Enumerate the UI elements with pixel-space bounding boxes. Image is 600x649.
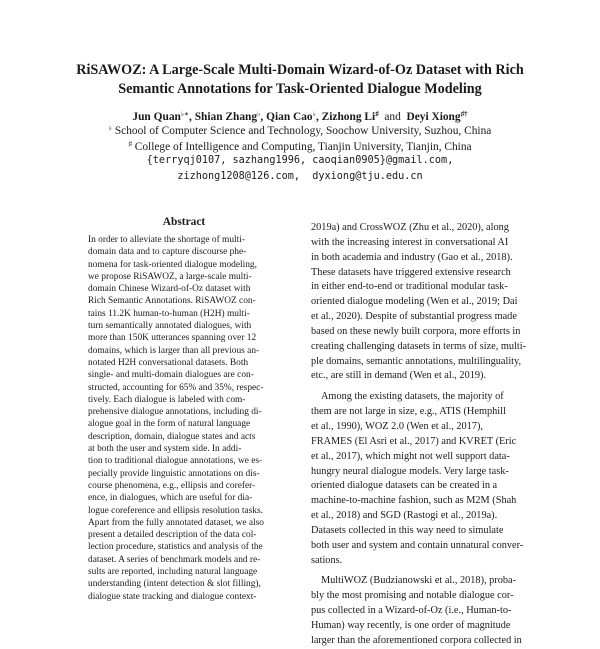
abstract-line: sults are reported, including natural language bbox=[88, 567, 258, 578]
abstract-line: dataset. A series of benchmark models and re- bbox=[88, 554, 261, 565]
abstract-line: description, domain, dialogue states and acts bbox=[88, 431, 256, 442]
abstract-line: single- and multi-domain dialogues are con- bbox=[88, 370, 254, 381]
abstract-line: notated H2H conversational datasets. Both bbox=[88, 357, 249, 368]
paper-title bbox=[40, 61, 560, 99]
abstract-line: present a detailed description of the data col- bbox=[88, 530, 257, 541]
abstract-line: understanding (intent detection & slot filling), bbox=[88, 579, 261, 590]
abstract-line: course phenomena, e.g., ellipsis and corefer- bbox=[88, 480, 256, 491]
author-separator: and bbox=[378, 111, 407, 123]
body-line: machine-to-machine fashion, such as M2M (Shah bbox=[311, 495, 517, 507]
abstract-line: logue coreference and ellipsis resolution tasks. bbox=[88, 505, 263, 516]
abstract-line: domain data and to capture discourse phe- bbox=[88, 247, 247, 258]
author-separator: , bbox=[315, 111, 322, 123]
author-name: Shian Zhang bbox=[194, 111, 258, 123]
email-line: zizhong1208@126.com, dyxiong@tju.edu.cn bbox=[177, 171, 423, 182]
abstract-heading: Abstract bbox=[162, 216, 206, 228]
author-mark: ♭ bbox=[312, 110, 316, 118]
body-line: oriented dialogue modeling (Wen et al., 2019; Dai bbox=[311, 296, 518, 308]
abstract-line: nomena for task-oriented dialogue modeling, bbox=[88, 259, 257, 270]
abstract-line: alogue goal in the form of natural language bbox=[88, 419, 251, 430]
body-line: et al., 2020). Despite of substantial progress made bbox=[311, 311, 517, 323]
author-name: Jun Quan bbox=[132, 111, 181, 123]
author-mark: ♭ bbox=[257, 110, 261, 118]
body-line: et al., 2018) and SGD (Rastogi et al., 2019a). bbox=[311, 510, 498, 522]
body-line: 2019a) and CrossWOZ (Zhu et al., 2020), along bbox=[311, 222, 509, 233]
body-line: FRAMES (El Asri et al., 2017) and KVRET (Eric bbox=[311, 435, 517, 447]
body-line: Human) way recently, is one order of magnitude bbox=[311, 619, 511, 631]
abstract-line: tains 11.2K human-to-human (H2H) multi- bbox=[88, 308, 250, 319]
email-line: {terryqj0107, sazhang1996, caoqian0905}@gmail.com, bbox=[146, 155, 454, 166]
author-separator: , bbox=[189, 111, 195, 123]
body-line: creating challenging datasets in terms of size, multi- bbox=[311, 340, 527, 352]
abstract-body bbox=[88, 234, 280, 603]
affiliation bbox=[40, 124, 560, 139]
abstract-line: at both the user and system side. In addi- bbox=[88, 444, 242, 455]
author-mark: ♯† bbox=[460, 110, 468, 118]
abstract-line: domain Chinese Wizard-of-Oz dataset with bbox=[88, 284, 251, 295]
author-name: Qian Cao bbox=[266, 111, 313, 123]
body-column bbox=[311, 221, 529, 649]
affiliation-mark: ♯ bbox=[128, 140, 132, 148]
body-paragraph bbox=[311, 221, 529, 384]
body-line: pus collected in a Wizard-of-Oz (i.e., Human-to- bbox=[311, 605, 512, 617]
body-line: hungry neural dialogue models. Very large task- bbox=[311, 465, 509, 477]
body-line: bly the most promising and notable dialogue cor- bbox=[311, 590, 514, 602]
abstract-line: more than 150K utterances spanning over 12 bbox=[88, 333, 257, 344]
affiliation-text: School of Computer Science and Technology, Soochow University, Suzhou, China bbox=[114, 125, 492, 137]
abstract-line: prehensive dialogue annotations, including di- bbox=[88, 407, 262, 418]
abstract-line: Rich Semantic Annotations. RiSAWOZ con- bbox=[88, 296, 256, 307]
author-list bbox=[40, 109, 560, 125]
body-paragraph bbox=[311, 574, 529, 648]
author-mark: ♭∗ bbox=[180, 110, 189, 118]
body-line: sations. bbox=[311, 554, 343, 566]
abstract-line: ence, in dialogues, which are useful for dia- bbox=[88, 493, 253, 504]
abstract-line: Apart from the fully annotated dataset, we also bbox=[88, 517, 264, 528]
body-line: both user and system and contain unnatural conver- bbox=[311, 539, 524, 551]
author-mark: ♯ bbox=[375, 110, 379, 118]
abstract-line: tively. Each dialogue is labeled with com- bbox=[88, 394, 246, 405]
body-paragraph bbox=[311, 390, 529, 568]
abstract-line: structed, accounting for 65% and 35%, respec- bbox=[88, 382, 264, 393]
abstract-line: pecially provide linguistic annotations on dis- bbox=[88, 468, 260, 479]
abstract-line: tion to traditional dialogue annotations, we es- bbox=[88, 456, 263, 467]
body-line: Datasets collected in this way need to simulate bbox=[311, 524, 504, 536]
body-line: them are not large in size, e.g., ATIS (Hemphill bbox=[311, 406, 506, 418]
body-line: with the increasing interest in conversational AI bbox=[311, 236, 509, 248]
body-line: larger than the aforementioned corpora collected in bbox=[311, 634, 522, 646]
author-name: Zizhong Li bbox=[321, 111, 376, 123]
abstract-line: dialogue state tracking and dialogue context- bbox=[88, 591, 257, 602]
author-name: Deyi Xiong bbox=[406, 111, 461, 123]
abstract-line: In order to alleviate the shortage of multi- bbox=[88, 235, 245, 245]
body-line: etc., are still in demand (Wen et al., 2019). bbox=[311, 370, 487, 382]
abstract-line: turn semantically annotated dialogues, with bbox=[88, 321, 252, 332]
author-separator: , bbox=[260, 111, 267, 123]
body-line: et al., 2017), which might not well support data- bbox=[311, 450, 510, 462]
body-line: in both academia and industry (Gao et al., 2018). bbox=[311, 251, 513, 263]
body-line: ple domains, semantic annotations, multilinguality, bbox=[311, 355, 522, 367]
body-line: Among the existing datasets, the majority of bbox=[321, 391, 504, 403]
abstract-line: we propose RiSAWOZ, a large-scale multi- bbox=[88, 271, 252, 282]
abstract-line: lection procedure, statistics and analysis of the bbox=[88, 542, 263, 553]
body-line: oriented dialogue datasets can be created in a bbox=[311, 480, 498, 492]
affiliation-text: College of Intelligence and Computing, Tianjin University, Tianjin, China bbox=[134, 141, 472, 153]
body-line: MultiWOZ (Budzianowski et al., 2018), proba- bbox=[321, 575, 517, 587]
abstract-line: domains, which is larger than all previous an- bbox=[88, 345, 260, 356]
body-line: et al., 1990), WOZ 2.0 (Wen et al., 2017), bbox=[311, 420, 483, 432]
body-line: These datasets have triggered extensive research bbox=[311, 266, 511, 278]
affiliation-mark: ♭ bbox=[108, 124, 112, 132]
title-line: RiSAWOZ: A Large-Scale Multi-Domain Wizard-of-Oz Dataset with Rich bbox=[76, 62, 524, 78]
body-line: based on these newly built corpora, more efforts in bbox=[311, 325, 521, 337]
title-line: Semantic Annotations for Task-Oriented Dialogue Modeling bbox=[118, 81, 482, 97]
author-emails bbox=[40, 153, 560, 185]
body-line: in either end-to-end or traditional modular task- bbox=[311, 281, 508, 293]
